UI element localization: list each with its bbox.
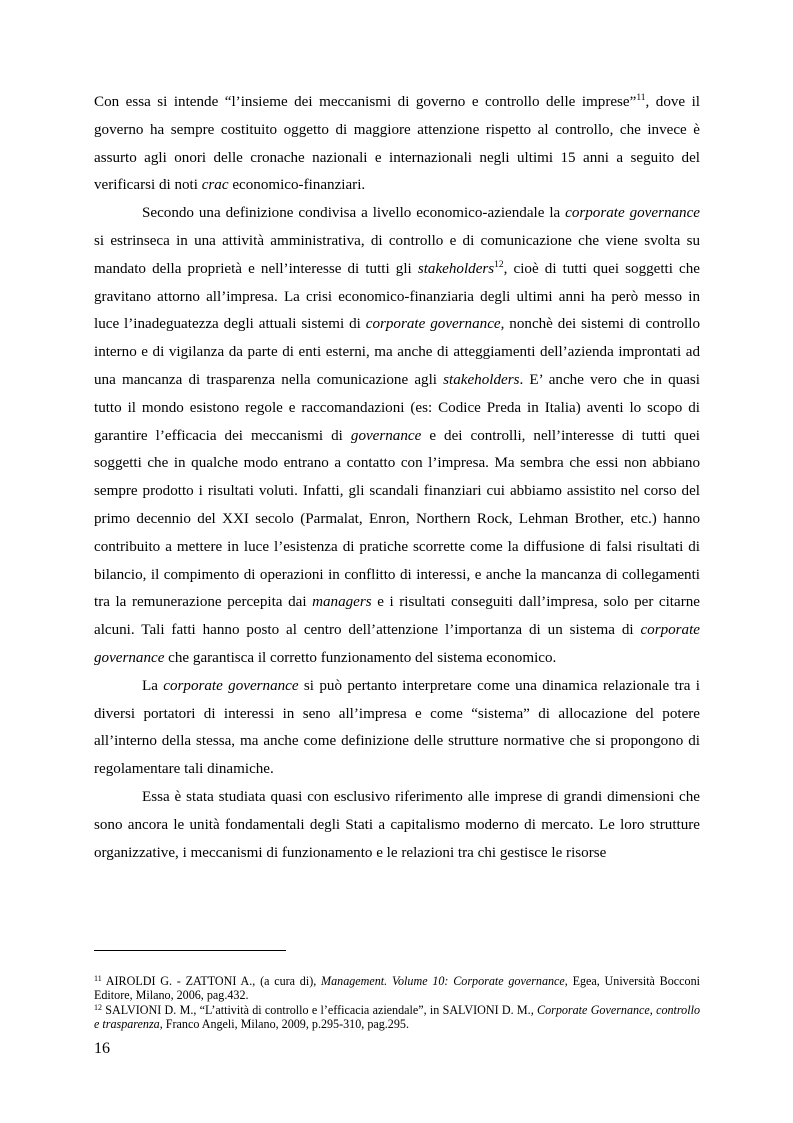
body-text <box>94 89 700 867</box>
italic-term: corporate governance <box>365 316 501 333</box>
paragraph-3 <box>94 673 700 784</box>
text-run: Essa è stata studiata quasi con esclusivo riferimento alle imprese di grandi dimensioni che sono ancora le unità fondamentali degli Stati a capitalismo moderno di mercato. Le loro strutture organizzative, i meccanismi di funzionamento e le relazioni tra chi gestisce le risorse <box>94 788 700 861</box>
text-run: La <box>142 677 164 694</box>
paragraph-1 <box>94 89 700 200</box>
italic-term: corporate governance <box>565 205 700 222</box>
text-run: economico-finanziari. <box>228 177 366 194</box>
text-run: . E’ anche vero che in quasi tutto il mondo esistono regole e raccomandazioni (es: Codice Preda in Italia) aventi lo scopo di garantire l’efficacia dei meccanismi di <box>94 371 700 444</box>
italic-title: , Corporate Governance, controllo e trasparenza <box>94 1002 700 1031</box>
italic-term: stakeholders <box>443 371 520 388</box>
text-run: si può pertanto interpretare come una dinamica relazionale tra i diversi portatori di interessi in seno all’impresa e come “sistema” di allocazione del potere all’interno della stessa, ma anche come definizione delle strutture normative che si propongono di regolamentare tali dinamiche. <box>94 677 700 778</box>
footnote-11 <box>94 974 700 1003</box>
paragraph-2 <box>94 200 700 673</box>
footnotes <box>94 974 700 1031</box>
text-run: e dei controlli, nell’interesse di tutti quei soggetti che in qualche modo entrano a contatto con l’impresa. Ma sembra che essi non abbiano sempre prodotto i risultati voluti. Infatti, gli scandali finanziari cui abbiamo assistito nel corso del primo decennio del XXI secolo (Parmalat, Enron, Northern Rock, Lehman Brother, etc.) hanno contribuito a mettere in luce l’esistenza di pratiche scorrette come la diffusione di falsi risultati di bilancio, il compimento di operazioni in conflitto di interessi, e anche la mancanza di collegamenti tra la remunerazione percepita dai <box>94 427 701 611</box>
text-run: Secondo una definizione condivisa a livello economico-aziendale la <box>142 205 566 222</box>
italic-term: corporate governance <box>94 622 700 666</box>
text-run: Con essa si intende “l’insieme dei meccanismi di governo e controllo delle imprese” <box>94 94 637 110</box>
italic-term: crac <box>201 177 229 194</box>
italic-term: corporate governance <box>163 677 299 694</box>
text-run: si estrinseca in una attività amministrativa, di controllo e di comunicazione che viene svolta su mandato della proprietà e nell’interesse di tutti gli <box>94 232 700 277</box>
page-number: 16 <box>94 1040 110 1057</box>
text-run: e i risultati conseguiti dall’impresa, solo per citarne alcuni. Tali fatti hanno posto al centro dell’attenzione l’importanza di un sistema di <box>94 594 700 639</box>
italic-title: Management. Volume 10: Corporate governance <box>321 974 565 988</box>
text-run: che garantisca il corretto funzionamento del sistema economico. <box>164 649 557 666</box>
text-run: AIROLDI G. - ZATTONI A., (a cura di), <box>101 974 322 988</box>
text-run: , cioè di tutti quei soggetti che gravitano attorno all’impresa. La crisi economico-finanziaria degli ultimi anni ha però messo in luce l’inadeguatezza degli attuali sistemi di <box>94 260 701 333</box>
footnote-ref-12: 12 <box>494 259 504 270</box>
italic-term: stakeholders <box>417 260 495 277</box>
text-run: , Franco Angeli, Milano, 2009, p.295-310, pag.295. <box>159 1016 409 1031</box>
footnote-12 <box>94 1003 700 1032</box>
italic-term: governance <box>350 427 422 444</box>
text-run: , Egea, Università Bocconi Editore, Milano, 2006, pag.432. <box>94 974 700 1003</box>
paragraph-4 <box>94 784 700 867</box>
text-run: , dove il governo ha sempre costituito oggetto di maggiore attenzione rispetto al controllo, che invece è assurto agli onori delle cronache nazionali e internazionali negli ultimi 15 anni a seguito del verificarsi di noti <box>94 94 700 194</box>
footnote-separator <box>94 950 286 951</box>
text-run: SALVIONI D. M., “L’attività di controllo e l’efficacia aziendale”, in SALVIONI D. M. <box>102 1002 531 1017</box>
italic-term: managers <box>312 594 372 611</box>
footnote-ref-11: 11 <box>636 93 646 103</box>
footnote-number: 11 <box>94 974 102 983</box>
text-run: , nonchè dei sistemi di controllo interno e di vigilanza da parte di enti esterni, ma anche di atteggiamenti dell’azienda improntati ad una mancanza di trasparenza nella comunicazione agli <box>94 316 700 388</box>
footnote-number: 12 <box>94 1002 102 1012</box>
